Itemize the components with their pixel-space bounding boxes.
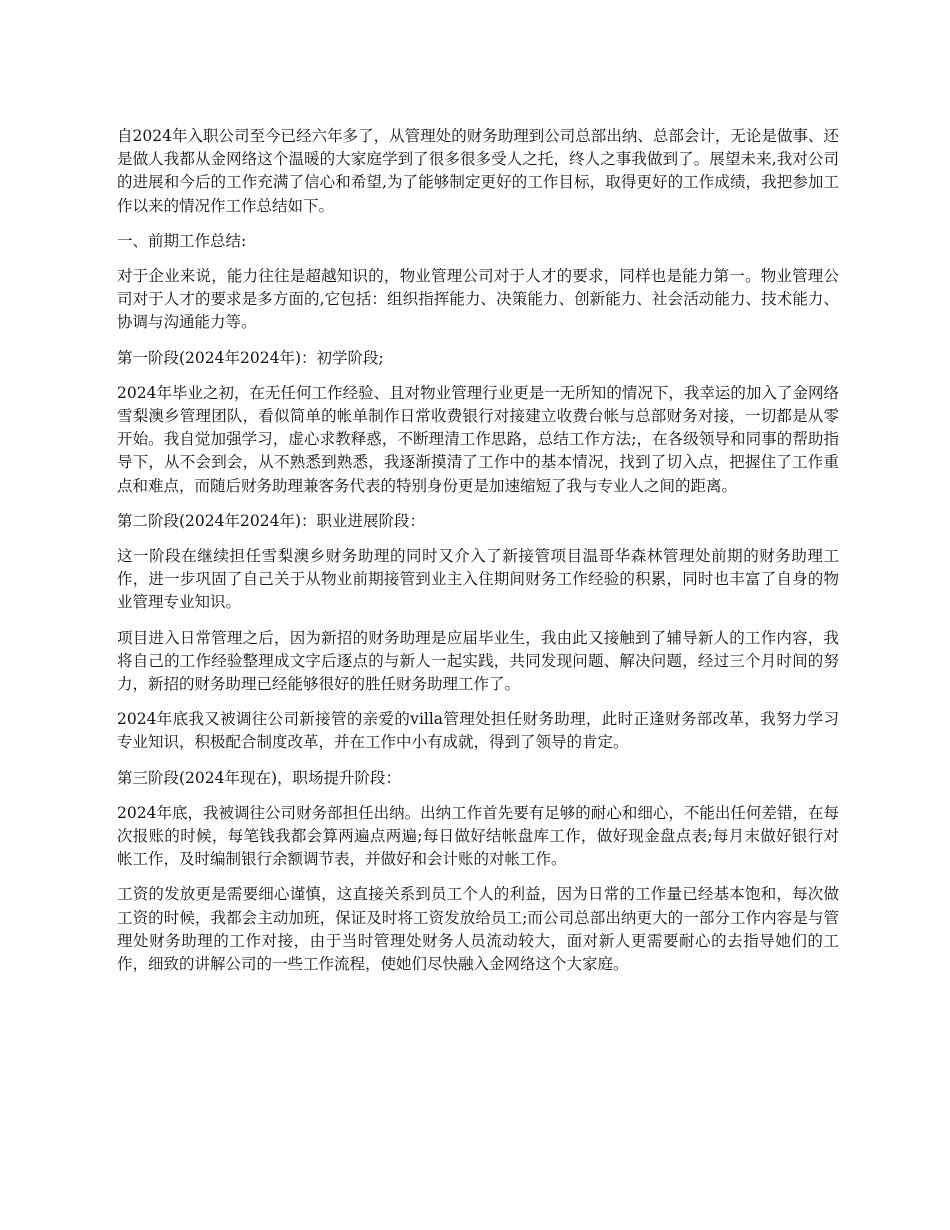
section-heading-early-work: 一、前期工作总结: — [117, 231, 247, 250]
stage-three-paragraph-1: 2024年底，我被调往公司财务部担任出纳。出纳工作首先要有足够的耐心和细心，不能出任何差错，在每次报账的时候，每笔钱我都会算两遍点两遍;每日做好结帐盘库工作，做好现金盘点表;每月末做好银行对帐工作，及时编制银行余额调节表，并做好和会计账的对帐工作。 — [117, 803, 839, 869]
stage-two-heading: 第二阶段(2024年2024年)：职业进展阶段： — [117, 511, 425, 530]
stage-three-heading: 第三阶段(2024年现在)，职场提升阶段： — [117, 768, 402, 787]
stage-two-paragraph-2: 项目进入日常管理之后，因为新招的财务助理是应届毕业生，我由此又接触到了辅导新人的工作内容，我将自己的工作经验整理成文字后逐点的与新人一起实践，共同发现问题、解决问题，经过三个月时间的努力，新招的财务助理已经能够很好的胜任财务助理工作了。 — [117, 628, 839, 694]
stage-two-paragraph-3: 2024年底我又被调往公司新接管的亲爱的villa管理处担任财务助理，此时正逢财务部改革，我努力学习专业知识，积极配合制度改革，并在工作中小有成就，得到了领导的肯定。 — [117, 710, 839, 752]
document-page — [117, 125, 839, 988]
ability-paragraph: 对于企业来说，能力往往是超越知识的，物业管理公司对于人才的要求，同样也是能力第一。物业管理公司对于人才的要求是多方面的,它包括：组织指挥能力、决策能力、创新能力、社会活动能力、技术能力、协调与沟通能力等。 — [117, 267, 839, 332]
intro-paragraph: 自2024年入职公司至今已经六年多了，从管理处的财务助理到公司总部出纳、总部会计，无论是做事、还是做人我都从金网络这个温暖的大家庭学到了很多很多受人之托，终人之事我做到了。展望未来,我对公司的进展和今后的工作充满了信心和希望,为了能够制定更好的工作目标，取得更好的工作成绩，我把参加工作以来的情况作工作总结如下。 — [117, 127, 839, 215]
stage-one-paragraph: 2024年毕业之初，在无任何工作经验、且对物业管理行业更是一无所知的情况下，我幸运的加入了金网络雪梨澳乡管理团队，看似简单的帐单制作日常收费银行对接建立收费台帐与总部财务对接，一切都是从零开始。我自觉加强学习，虚心求教释惑，不断理清工作思路，总结工作方法;，在各级领导和同事的帮助指导下，从不会到会，从不熟悉到熟悉，我逐渐摸清了工作中的基本情况，找到了切入点，把握住了工作重点和难点，而随后财务助理兼客务代表的特别身份更是加速缩短了我与专业人之间的距离。 — [117, 383, 839, 495]
stage-one-heading: 第一阶段(2024年2024年)：初学阶段; — [117, 348, 384, 367]
stage-two-paragraph-1: 这一阶段在继续担任雪梨澳乡财务助理的同时又介入了新接管项目温哥华森林管理处前期的财务助理工作，进一步巩固了自己关于从物业前期接管到业主入住期间财务工作经验的积累，同时也丰富了自身的物业管理专业知识。 — [117, 547, 839, 612]
stage-three-paragraph-2: 工资的发放更是需要细心谨慎，这直接关系到员工个人的利益，因为日常的工作量已经基本饱和，每次做工资的时候，我都会主动加班，保证及时将工资发放给员工;而公司总部出纳更大的一部分工作内容是与管理处财务助理的工作对接，由于当时管理处财务人员流动较大，面对新人更需要耐心的去指导她们的工作，细致的讲解公司的一些工作流程，使她们尽快融入金网络这个大家庭。 — [117, 885, 839, 974]
